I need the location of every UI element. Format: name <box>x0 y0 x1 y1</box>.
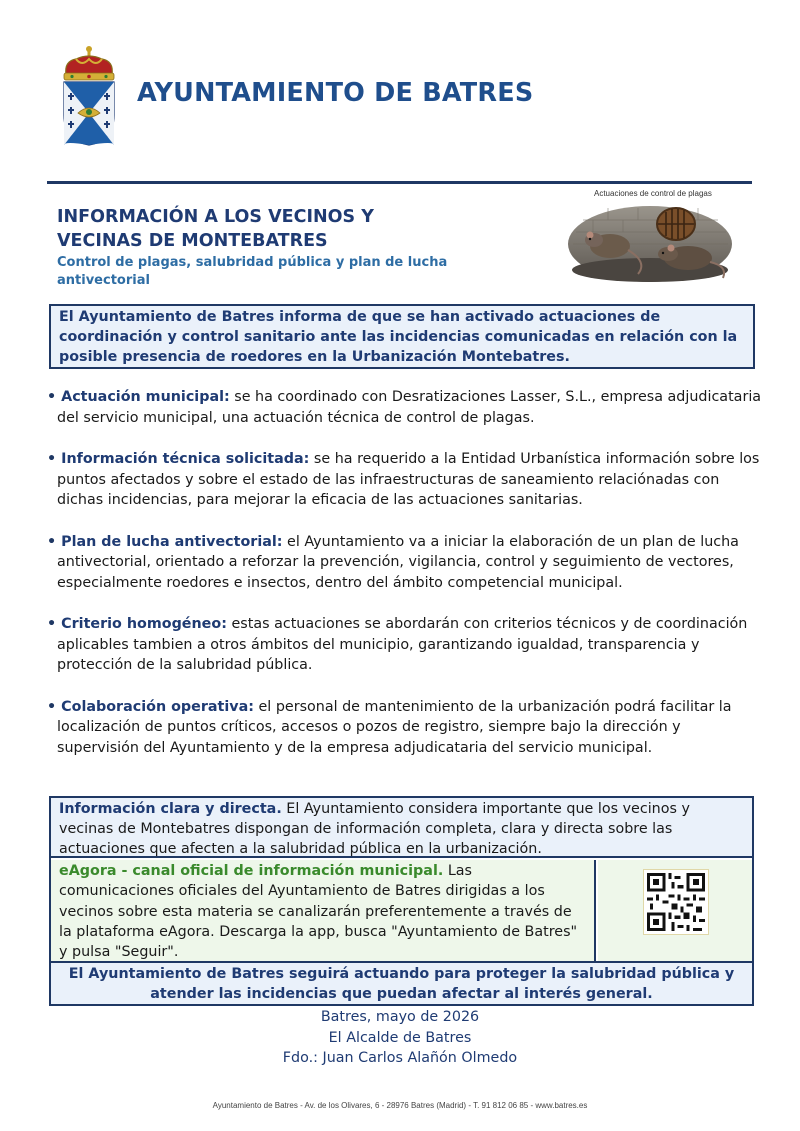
bullet-plan-lucha <box>47 532 762 594</box>
bullet-text: el Ayuntamiento va a iniciar la elaboración de un plan de lucha antivectorial, orientado a reforzar la prevención, vigilancia, control y seguimiento de vectores, especialmente roedores e insectos, dentro del ámbito competencial municipal. <box>57 533 739 591</box>
bullet-colaboracion-operativa <box>47 697 762 759</box>
bullet-lead: Actuación municipal: <box>61 389 230 405</box>
notice-title <box>57 205 477 253</box>
bullet-text: el personal de mantenimiento de la urbanización podrá facilitar la localización de puntos críticos, accesos o pozos de registro, siempre bajo la dirección y supervisión del Ayuntamiento y de la empresa adjudicataria del servicio municipal. <box>57 698 732 756</box>
bullet-informacion-tecnica <box>47 449 762 511</box>
closing-statement: El Ayuntamiento de Batres seguirá actuando para proteger la salubridad pública y atender las incidencias que puedan afectar al interés general. <box>51 963 752 1004</box>
notice-title-line-1: INFORMACIÓN A LOS VECINOS Y <box>57 207 374 227</box>
signature-block <box>0 1007 800 1069</box>
qr-code-icon[interactable] <box>643 869 709 935</box>
notice-title-line-2: VECINAS DE MONTEBATRES <box>57 231 328 251</box>
bullet-lead: Plan de lucha antivectorial: <box>61 533 283 550</box>
bullet-actuacion-municipal <box>47 387 762 428</box>
photo-caption: Actuaciones de control de plagas <box>594 189 712 198</box>
bullet-text: se ha coordinado con Desratizaciones Lasser, S.L., empresa adjudicataria del servicio municipal, una actuación técnica de control de plagas. <box>57 389 762 426</box>
notice-subtitle: Control de plagas, salubridad pública y plan de lucha antivectorial <box>57 255 448 288</box>
header-divider <box>47 181 752 184</box>
coat-of-arms-logo <box>58 45 120 147</box>
info-clear-direct-text: El Ayuntamiento considera importante que los vecinos y vecinas de Montebatres dispongan de información completa, clara y directa sobre las actuaciones que afecten a la salubridad pública en la urbanización. <box>59 801 690 857</box>
bullet-dot: • <box>47 533 62 550</box>
rats-sewer-photo <box>568 200 733 282</box>
organization-title: AYUNTAMIENTO DE BATRES <box>137 78 534 108</box>
bullet-lead: Colaboración operativa: <box>61 698 254 715</box>
info-box <box>49 796 754 1006</box>
bullet-criterio-homogeneo <box>47 614 762 676</box>
footer-contact: Ayuntamiento de Batres - Av. de los Olivares, 6 - 28976 Batres (Madrid) - T. 91 812 06 85 - www.batres.es <box>212 1101 588 1110</box>
info-clear-direct <box>51 798 752 858</box>
bullet-dot: • <box>47 451 62 467</box>
signature-place-date: Batres, mayo de 2026 <box>320 1009 480 1025</box>
info-eagora-text-cell <box>51 860 596 961</box>
info-eagora-qr-cell <box>598 860 752 961</box>
bullet-list <box>47 387 762 779</box>
info-eagora <box>51 860 752 963</box>
intro-box: El Ayuntamiento de Batres informa de que se han activado actuaciones de coordinación y control sanitario ante las incidencias comunicadas en relación con la posible presencia de roedores en la Urbanización Montebatres. <box>49 304 755 369</box>
bullet-lead: Información técnica solicitada: <box>61 451 310 467</box>
bullet-text: estas actuaciones se abordarán con criterios técnicos y de coordinación aplicables tambien a otros ámbitos del municipio, garantizando igualdad, transparencia y protección de la salubridad pública. <box>57 616 748 673</box>
signature-signed-by: Fdo.: Juan Carlos Alañón Olmedo <box>282 1050 518 1066</box>
bullet-dot: • <box>47 698 62 715</box>
info-clear-direct-lead: Información clara y directa. <box>59 801 282 817</box>
bullet-dot: • <box>47 616 62 632</box>
signature-role: El Alcalde de Batres <box>328 1029 472 1046</box>
info-eagora-lead: eAgora - canal oficial de información municipal. <box>59 863 444 879</box>
bullet-lead: Criterio homogéneo: <box>61 616 227 632</box>
info-eagora-text: Las comunicaciones oficiales del Ayuntamiento de Batres dirigidas a los vecinos sobre esta materia se canalizarán preferentemente a través de la plataforma eAgora. Descarga la app, busca "Ayuntamiento de Batres" y pulsa "Seguir". <box>59 863 578 961</box>
bullet-text: se ha requerido a la Entidad Urbanística información sobre los puntos afectados y sobre el estado de las infraestructuras de saneamiento relaciónadas con dichas incidencias, para mejorar la eficacia de las actuaciones sanitarias. <box>57 451 760 508</box>
bullet-dot: • <box>47 389 62 405</box>
